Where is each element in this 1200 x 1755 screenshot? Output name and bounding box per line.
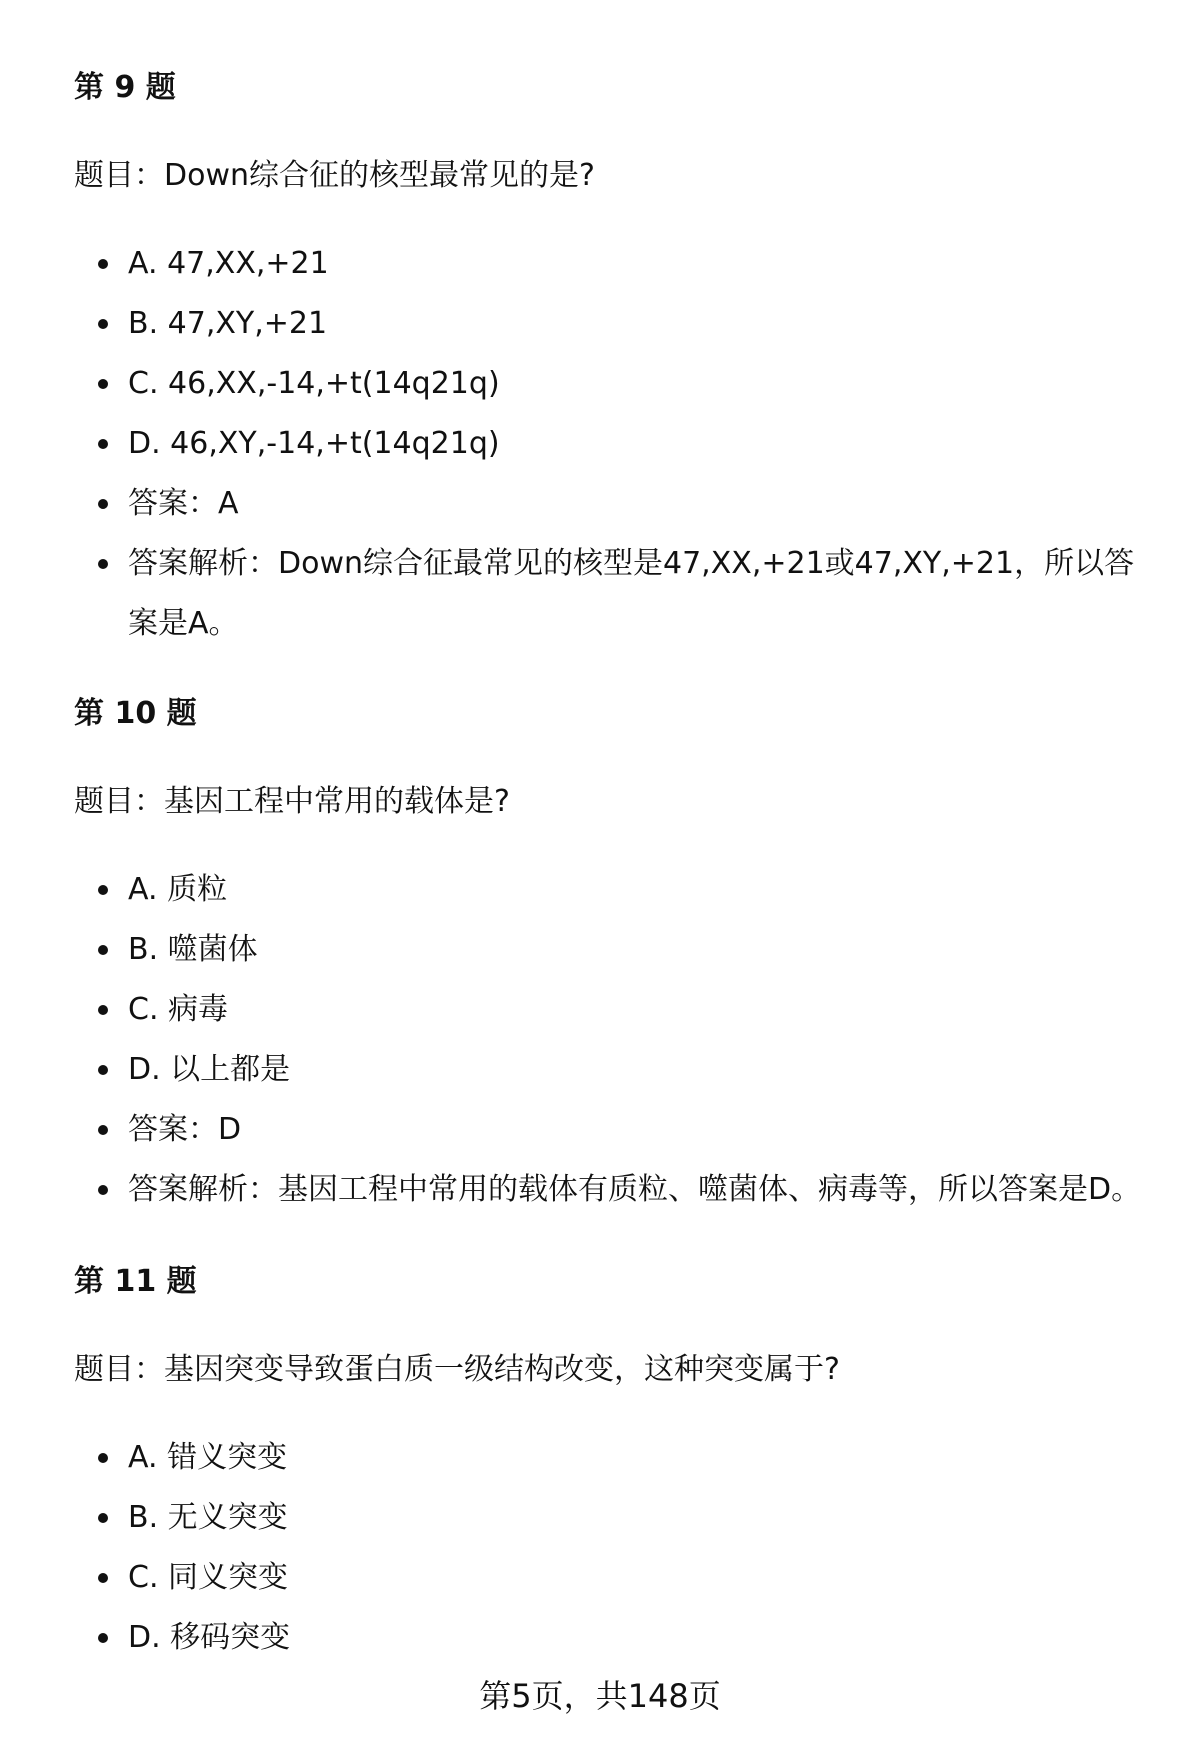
- option-d: D. 以上都是: [0, 1040, 1200, 1100]
- question-9-options: [0, 234, 1200, 654]
- answer: 答案：A: [0, 474, 1200, 534]
- question-10-stem: 题目：基因工程中常用的载体是?: [74, 784, 510, 819]
- option-a: A. 47,XX,+21: [0, 234, 1200, 294]
- option-a: A. 质粒: [0, 860, 1200, 920]
- option-a: A. 错义突变: [0, 1428, 1200, 1488]
- answer: 答案：D: [0, 1100, 1200, 1160]
- question-11-stem: 题目：基因突变导致蛋白质一级结构改变，这种突变属于?: [74, 1352, 840, 1387]
- option-c: C. 病毒: [0, 980, 1200, 1040]
- answer-explanation: 答案解析：基因工程中常用的载体有质粒、噬菌体、病毒等，所以答案是D。: [0, 1160, 1200, 1220]
- option-b: B. 无义突变: [0, 1488, 1200, 1548]
- question-9-stem: 题目：Down综合征的核型最常见的是?: [74, 158, 595, 193]
- question-11-title: 第 11 题: [74, 1264, 197, 1299]
- option-c: C. 同义突变: [0, 1548, 1200, 1608]
- question-10-title: 第 10 题: [74, 696, 197, 731]
- option-b: B. 47,XY,+21: [0, 294, 1200, 354]
- option-d: D. 移码突变: [0, 1608, 1200, 1668]
- option-b: B. 噬菌体: [0, 920, 1200, 980]
- question-9-title: 第 9 题: [74, 70, 176, 105]
- page-number: 第5页，共148页: [479, 1677, 721, 1715]
- question-11-options: [0, 1428, 1200, 1668]
- option-c: C. 46,XX,-14,+t(14q21q): [0, 354, 1200, 414]
- answer-explanation: 答案解析：Down综合征最常见的核型是47,XX,+21或47,XY,+21，所以答案是A。: [0, 534, 1200, 654]
- question-10-options: [0, 860, 1200, 1220]
- option-d: D. 46,XY,-14,+t(14q21q): [0, 414, 1200, 474]
